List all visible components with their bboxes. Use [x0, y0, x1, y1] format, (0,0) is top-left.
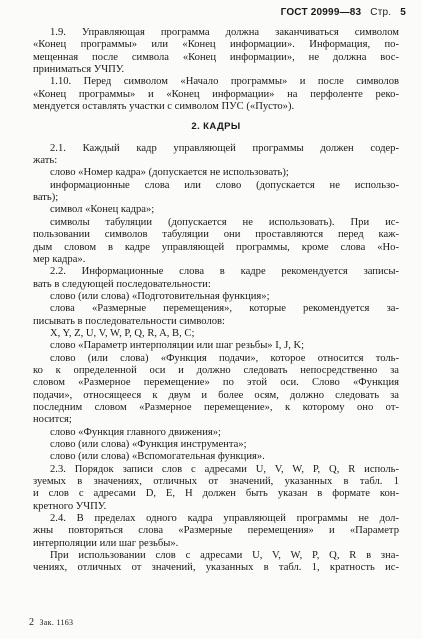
text-line: символы табуляции (допускается не использовать). При ис-	[50, 216, 399, 228]
page-number: 5	[400, 7, 406, 18]
section-title: 2. КАДРЫ	[191, 121, 241, 133]
text-line: слова «Размерные перемещения», которые рекомендуется за-	[50, 303, 399, 315]
text-line: последним словом «Размерное перемещение», к которому оно от-	[33, 401, 399, 413]
text-line: вать в следующей последовательности:	[33, 278, 211, 290]
text-line: 2.1. Каждый кадр управляющей программы должен содер-	[50, 142, 399, 154]
text-line: слово «Номер кадра» (допускается не использовать);	[50, 167, 289, 179]
text-line: 2.4. В пределах одного кадра управляющей программы не дол-	[50, 513, 399, 525]
text-line: символ «Конец кадра»;	[50, 204, 155, 216]
text-line: зуемых в значениях, отличных от значений, указанных в табл. 1	[33, 476, 399, 488]
text-line: дым словом в кадре управляющей программы, кроме слова «Но-	[33, 241, 399, 253]
text-line: и слов с адресами D, E, H должен быть указан в формате кон-	[33, 488, 399, 500]
text-line: словом «Размерное перемещение» по этой оси. Слово «Функция	[33, 377, 399, 389]
text-line: слово «Параметр интерполяции или шаг резьбы» I, J, K;	[50, 340, 305, 352]
text-line: 1.9. Управляющая программа должна заканчиваться символом	[50, 27, 399, 38]
text-line: писывать в последовательности символов:	[33, 315, 225, 327]
text-line: интерполяции или шаг резьбы».	[33, 537, 179, 549]
text-line: X, Y, Z, U, V, W, P, Q, R, A, B, C;	[50, 327, 195, 339]
text-line: вать);	[33, 192, 59, 204]
body-text	[33, 27, 399, 575]
text-line: ко к определенной оси и должно следовать непосредственно за	[33, 364, 399, 376]
paragraphs-section-2	[33, 143, 399, 575]
spacer	[33, 113, 399, 121]
page-header	[275, 7, 406, 18]
text-line: носится;	[33, 414, 72, 426]
text-line: слово «Функция главного движения»;	[50, 426, 221, 438]
spacer	[33, 134, 399, 143]
text-line: жны повторяться слова «Размерные перемещения» и «Параметр	[33, 525, 399, 537]
text-line: 1.10. Перед символом «Начало программы» и после символов	[50, 76, 399, 88]
footer-page-number: 2	[29, 617, 34, 628]
page-label: Стр.	[370, 7, 392, 18]
text-line: При использовании слов с адресами U, V, W, P, Q, R в зна-	[50, 550, 399, 562]
gost-number: ГОСТ 20999—83	[280, 7, 362, 18]
text-line: 2.3. Порядок записи слов с адресами U, V, W, P, Q, R исполь-	[50, 463, 399, 475]
order-label: Зак. 1163	[39, 618, 74, 627]
text-line: мещенная после символа «Конец информации», не должна вос-	[33, 51, 399, 63]
text-line: пользовании символов табуляции они проставляются перед каж-	[33, 229, 399, 241]
text-line: слово (или слова) «Подготовительная функция»;	[50, 290, 270, 302]
page-footer	[29, 617, 73, 628]
text-line: информационные слова или слово (допускается не использо-	[50, 179, 399, 191]
text-line: жать:	[33, 155, 58, 167]
text-line: подачи», относящееся к двум и более осям, должно следовать за	[33, 389, 399, 401]
text-line: чениях, отличных от значений, указанных в табл. 1, кратность ис-	[33, 562, 399, 574]
text-line: слово (или слова) «Функция подачи», которое относится толь-	[50, 352, 399, 364]
text-line: слово (или слова) «Вспомогательная функция».	[50, 451, 265, 463]
text-line: мендуется оставлять участки с символом ПУС («Пусто»).	[33, 101, 295, 113]
text-line: слово (или слова) «Функция инструмента»;	[50, 439, 247, 450]
text-line: мер кадра».	[33, 253, 86, 265]
text-line: «Конец программы» или «Конец информации». Информация, по-	[33, 39, 399, 51]
text-line: 2.2. Информационные слова в кадре рекомендуется записы-	[50, 266, 399, 278]
text-line: приниматься УЧПУ.	[33, 64, 125, 76]
text-line: кретного УЧПУ.	[33, 500, 107, 512]
text-line: «Конец программы» и «Конец информации» на перфоленте реко-	[33, 88, 399, 100]
paragraphs-section-1	[33, 27, 399, 113]
